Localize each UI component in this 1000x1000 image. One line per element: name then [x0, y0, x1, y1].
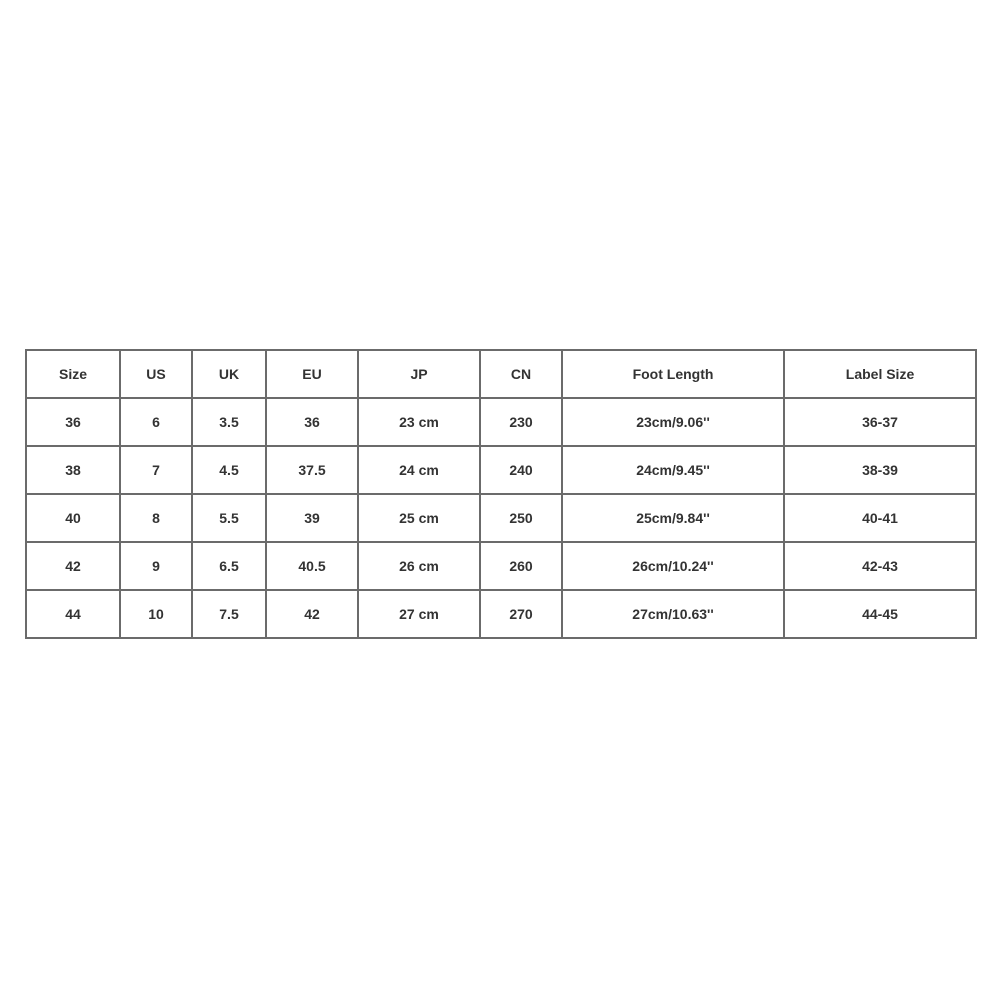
table-row [26, 398, 976, 446]
cell-cn: 240 [480, 446, 562, 494]
table-row [26, 446, 976, 494]
table-row [26, 590, 976, 638]
header-cn: CN [480, 350, 562, 398]
cell-uk: 4.5 [192, 446, 266, 494]
cell-label-size: 38-39 [784, 446, 976, 494]
cell-eu: 37.5 [266, 446, 358, 494]
cell-us: 8 [120, 494, 192, 542]
cell-cn: 260 [480, 542, 562, 590]
cell-label-size: 42-43 [784, 542, 976, 590]
cell-size: 44 [26, 590, 120, 638]
table-row [26, 542, 976, 590]
cell-us: 6 [120, 398, 192, 446]
cell-cn: 250 [480, 494, 562, 542]
cell-uk: 5.5 [192, 494, 266, 542]
header-size: Size [26, 350, 120, 398]
cell-us: 10 [120, 590, 192, 638]
cell-size: 42 [26, 542, 120, 590]
cell-eu: 40.5 [266, 542, 358, 590]
cell-jp: 25 cm [358, 494, 480, 542]
cell-eu: 39 [266, 494, 358, 542]
cell-uk: 3.5 [192, 398, 266, 446]
cell-foot-length: 23cm/9.06'' [562, 398, 784, 446]
cell-foot-length: 25cm/9.84'' [562, 494, 784, 542]
cell-jp: 23 cm [358, 398, 480, 446]
table-header-row [26, 350, 976, 398]
cell-jp: 24 cm [358, 446, 480, 494]
cell-uk: 6.5 [192, 542, 266, 590]
cell-label-size: 40-41 [784, 494, 976, 542]
cell-eu: 42 [266, 590, 358, 638]
cell-jp: 27 cm [358, 590, 480, 638]
cell-size: 38 [26, 446, 120, 494]
header-us: US [120, 350, 192, 398]
header-foot-length: Foot Length [562, 350, 784, 398]
cell-size: 40 [26, 494, 120, 542]
cell-us: 7 [120, 446, 192, 494]
cell-cn: 270 [480, 590, 562, 638]
header-eu: EU [266, 350, 358, 398]
header-uk: UK [192, 350, 266, 398]
header-jp: JP [358, 350, 480, 398]
size-chart-table [25, 349, 977, 639]
cell-foot-length: 27cm/10.63'' [562, 590, 784, 638]
header-label-size: Label Size [784, 350, 976, 398]
cell-cn: 230 [480, 398, 562, 446]
cell-foot-length: 26cm/10.24'' [562, 542, 784, 590]
cell-foot-length: 24cm/9.45'' [562, 446, 784, 494]
cell-jp: 26 cm [358, 542, 480, 590]
cell-us: 9 [120, 542, 192, 590]
cell-label-size: 36-37 [784, 398, 976, 446]
cell-uk: 7.5 [192, 590, 266, 638]
table-row [26, 494, 976, 542]
cell-eu: 36 [266, 398, 358, 446]
cell-label-size: 44-45 [784, 590, 976, 638]
cell-size: 36 [26, 398, 120, 446]
